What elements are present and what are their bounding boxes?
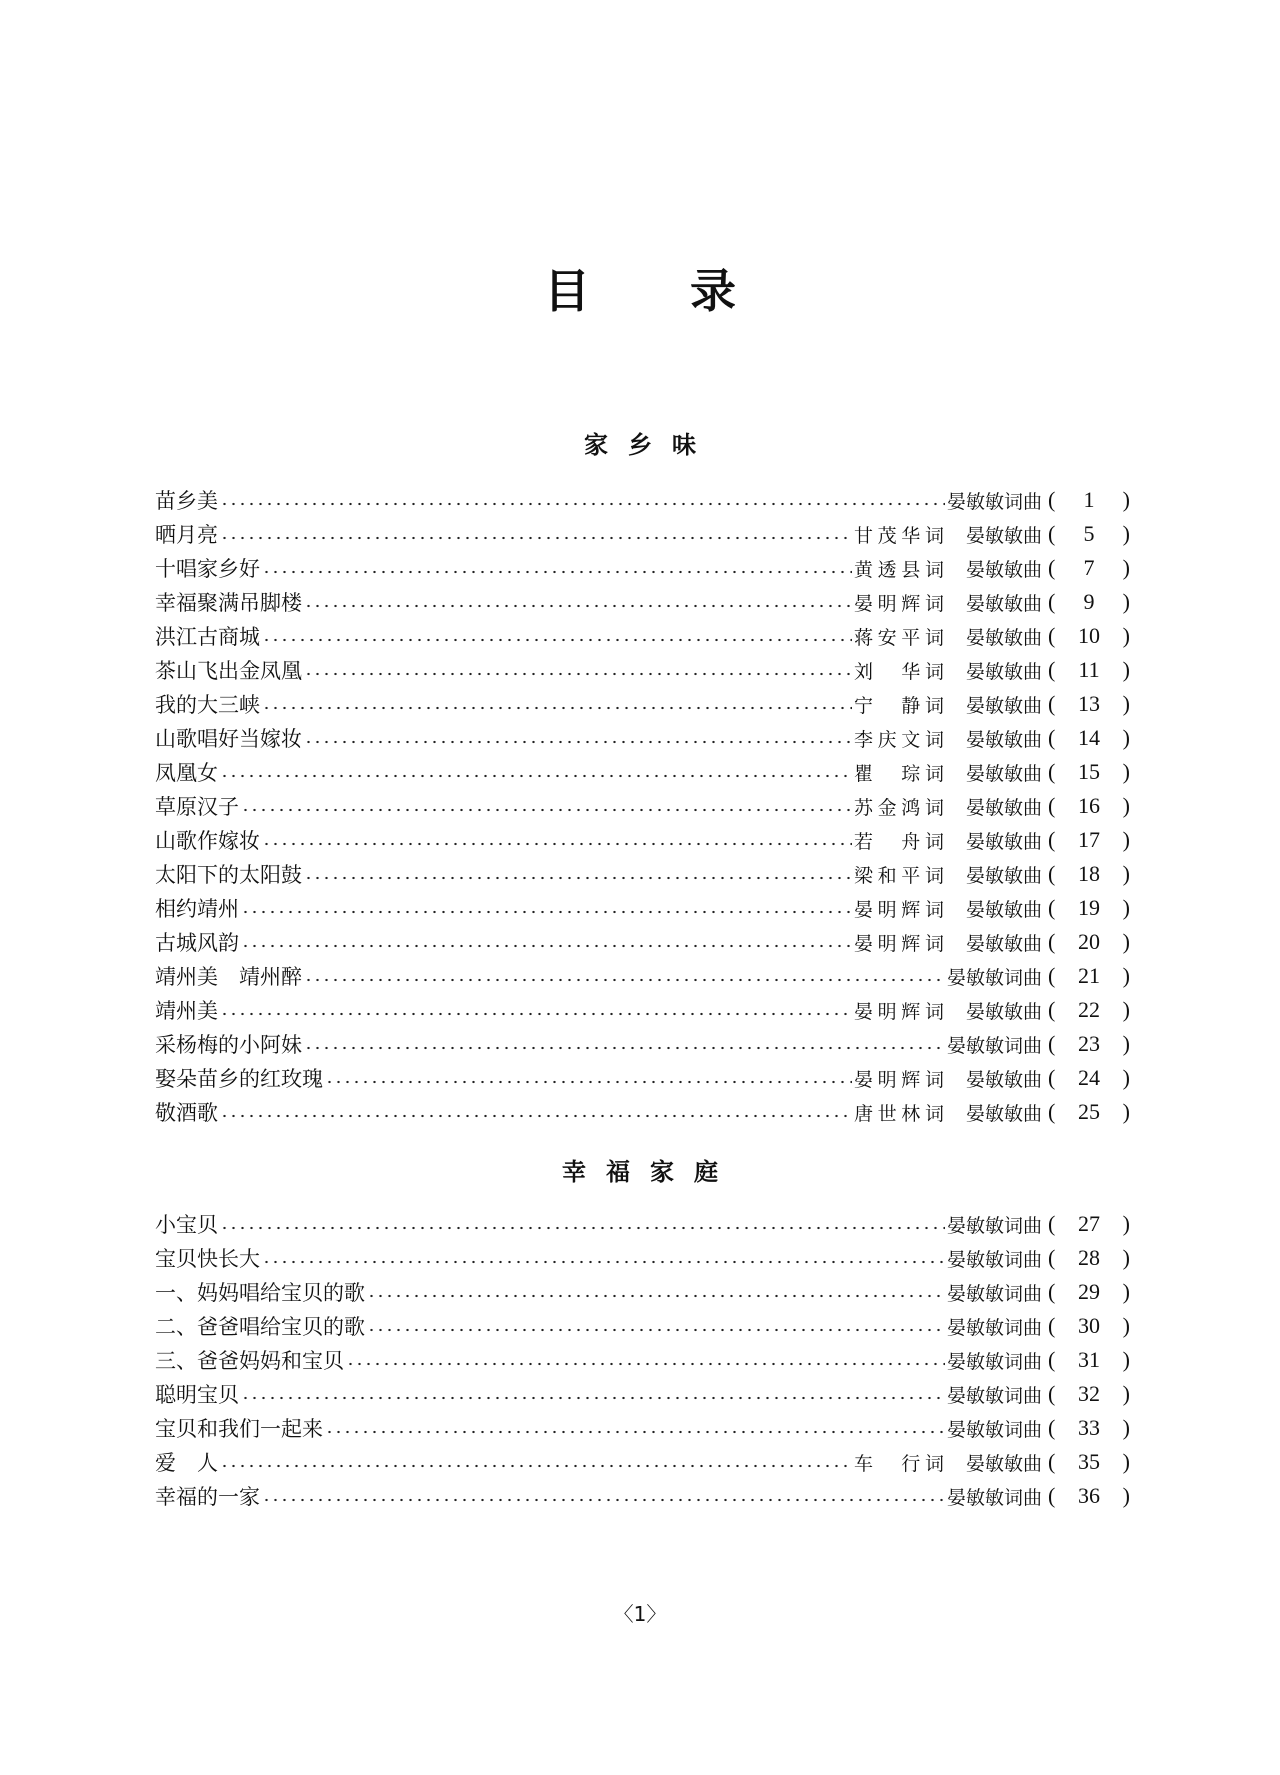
composer: 晏敏敏曲 xyxy=(965,1102,1042,1125)
toc-entry-credit xyxy=(854,657,1042,684)
toc-entry-title: 靖州美 靖州醉 xyxy=(155,965,302,989)
toc-entry-title: 古城风韵 xyxy=(155,931,239,955)
composer: 晏敏敏词曲 xyxy=(946,1316,1042,1339)
toc-entry-credit xyxy=(947,487,1042,514)
composer: 晏敏敏词曲 xyxy=(946,1034,1042,1057)
paren-close: ) xyxy=(1122,861,1130,886)
section-title-xingfujiating xyxy=(0,1152,1280,1187)
dot-leader xyxy=(304,604,852,608)
toc-entry-title: 洪江古商城 xyxy=(155,625,260,649)
toc-entry-page xyxy=(1048,1211,1130,1237)
toc-entry[interactable] xyxy=(155,959,1130,993)
toc-entry-title: 采杨梅的小阿妹 xyxy=(155,1033,302,1057)
dot-leader xyxy=(241,944,852,948)
composer: 晏敏敏曲 xyxy=(965,762,1042,785)
toc-entry-title: 凤凰女 xyxy=(155,761,218,785)
toc-entry-title: 二、爸爸唱给宝贝的歌 xyxy=(155,1315,365,1339)
composer: 晏敏敏曲 xyxy=(965,524,1042,547)
toc-entry-page xyxy=(1048,487,1130,513)
toc-entry-page xyxy=(1048,963,1130,989)
page-num: 14 xyxy=(1078,725,1100,750)
page-title-char: 目 xyxy=(544,264,590,318)
composer: 晏敏敏曲 xyxy=(965,728,1042,751)
paren-close: ) xyxy=(1122,1449,1130,1474)
paren-close: ) xyxy=(1122,589,1130,614)
toc-entry[interactable] xyxy=(155,1309,1130,1343)
dot-leader xyxy=(262,842,852,846)
toc-entry[interactable] xyxy=(155,789,1130,823)
section-title-char: 庭 xyxy=(694,1158,718,1186)
paren-open: ( xyxy=(1048,589,1056,614)
toc-entry-page xyxy=(1048,929,1130,955)
paren-close: ) xyxy=(1122,1415,1130,1440)
dot-leader xyxy=(304,672,852,676)
toc-entry[interactable] xyxy=(155,993,1130,1027)
composer: 晏敏敏词曲 xyxy=(946,1418,1042,1441)
toc-list-section-2 xyxy=(155,1207,1130,1513)
section-title-char: 福 xyxy=(606,1158,630,1186)
composer: 晏敏敏曲 xyxy=(965,932,1042,955)
lyricist: 黄透县词 xyxy=(853,558,944,581)
paren-open: ( xyxy=(1048,793,1056,818)
paren-close: ) xyxy=(1122,1211,1130,1236)
page-num: 10 xyxy=(1078,623,1100,648)
page-num: 23 xyxy=(1078,1031,1100,1056)
toc-entry-page xyxy=(1048,1483,1130,1509)
dot-leader xyxy=(220,502,945,506)
paren-close: ) xyxy=(1122,487,1130,512)
toc-entry-credit xyxy=(947,1245,1042,1272)
toc-entry[interactable] xyxy=(155,1343,1130,1377)
toc-entry[interactable] xyxy=(155,1241,1130,1275)
toc-entry-page xyxy=(1048,1099,1130,1125)
composer: 晏敏敏曲 xyxy=(965,592,1042,615)
toc-entry[interactable] xyxy=(155,687,1130,721)
toc-entry[interactable] xyxy=(155,1061,1130,1095)
toc-entry[interactable] xyxy=(155,1027,1130,1061)
paren-open: ( xyxy=(1048,623,1056,648)
toc-entry-credit xyxy=(854,691,1042,718)
toc-entry-title: 我的大三峡 xyxy=(155,693,260,717)
paren-close: ) xyxy=(1122,827,1130,852)
lyricist: 刘 华词 xyxy=(853,660,944,683)
toc-entry[interactable] xyxy=(155,1377,1130,1411)
toc-entry[interactable] xyxy=(155,1445,1130,1479)
paren-close: ) xyxy=(1122,793,1130,818)
paren-open: ( xyxy=(1048,895,1056,920)
toc-entry[interactable] xyxy=(155,1207,1130,1241)
composer: 晏敏敏曲 xyxy=(965,660,1042,683)
section-title-char: 乡 xyxy=(628,431,652,459)
dot-leader xyxy=(262,638,852,642)
paren-open: ( xyxy=(1048,1347,1056,1372)
dot-leader xyxy=(241,910,852,914)
toc-entry-page xyxy=(1048,1245,1130,1271)
toc-entry[interactable] xyxy=(155,721,1130,755)
lyricist: 晏明辉词 xyxy=(853,898,944,921)
paren-close: ) xyxy=(1122,1279,1130,1304)
toc-entry-credit xyxy=(854,929,1042,956)
page-num: 22 xyxy=(1078,997,1100,1022)
toc-entry-title: 山歌作嫁妆 xyxy=(155,829,260,853)
paren-close: ) xyxy=(1122,555,1130,580)
toc-entry-title: 宝贝快长大 xyxy=(155,1247,260,1271)
paren-close: ) xyxy=(1122,929,1130,954)
toc-entry-title: 靖州美 xyxy=(155,999,218,1023)
paren-open: ( xyxy=(1048,1313,1056,1338)
section-title-char: 味 xyxy=(672,431,696,459)
paren-close: ) xyxy=(1122,1347,1130,1372)
lyricist: 晏明辉词 xyxy=(853,932,944,955)
dot-leader xyxy=(241,1396,945,1400)
toc-entry-title: 一、妈妈唱给宝贝的歌 xyxy=(155,1281,365,1305)
paren-close: ) xyxy=(1122,1099,1130,1124)
toc-entry-credit xyxy=(854,793,1042,820)
toc-entry-page xyxy=(1048,1449,1130,1475)
page-num: 15 xyxy=(1078,759,1100,784)
toc-entry-credit xyxy=(947,1313,1042,1340)
dot-leader xyxy=(325,1080,852,1084)
toc-entry-credit xyxy=(947,1415,1042,1442)
paren-open: ( xyxy=(1048,963,1056,988)
page-num: 11 xyxy=(1078,657,1100,682)
toc-entry-credit xyxy=(854,827,1042,854)
toc-entry[interactable] xyxy=(155,1095,1130,1129)
toc-entry-credit xyxy=(947,1347,1042,1374)
toc-entry-title: 三、爸爸妈妈和宝贝 xyxy=(155,1349,344,1373)
toc-entry[interactable] xyxy=(155,585,1130,619)
toc-entry-page xyxy=(1048,657,1130,683)
page-number: 〈1〉 xyxy=(613,1602,667,1626)
composer: 晏敏敏曲 xyxy=(965,694,1042,717)
toc-entry-title: 聪明宝贝 xyxy=(155,1383,239,1407)
paren-close: ) xyxy=(1122,623,1130,648)
paren-close: ) xyxy=(1122,657,1130,682)
toc-entry[interactable] xyxy=(155,653,1130,687)
toc-entry-credit xyxy=(854,589,1042,616)
toc-entry-page xyxy=(1048,725,1130,751)
paren-open: ( xyxy=(1048,827,1056,852)
composer: 晏敏敏词曲 xyxy=(946,966,1042,989)
lyricist: 宁 静词 xyxy=(853,694,944,717)
composer: 晏敏敏词曲 xyxy=(946,1384,1042,1407)
toc-entry-credit xyxy=(854,997,1042,1024)
page-num: 5 xyxy=(1083,521,1095,546)
toc-entry-title: 晒月亮 xyxy=(155,523,218,547)
paren-open: ( xyxy=(1048,1279,1056,1304)
composer: 晏敏敏曲 xyxy=(965,796,1042,819)
toc-entry-title: 敬酒歌 xyxy=(155,1101,218,1125)
paren-close: ) xyxy=(1122,1381,1130,1406)
toc-entry-title: 苗乡美 xyxy=(155,489,218,513)
composer: 晏敏敏词曲 xyxy=(946,1282,1042,1305)
paren-open: ( xyxy=(1048,691,1056,716)
page-num: 18 xyxy=(1078,861,1100,886)
paren-open: ( xyxy=(1048,555,1056,580)
lyricist: 晏明辉词 xyxy=(853,592,944,615)
paren-open: ( xyxy=(1048,487,1056,512)
toc-entry-title: 幸福的一家 xyxy=(155,1485,260,1509)
page-num: 24 xyxy=(1078,1065,1100,1090)
dot-leader xyxy=(325,1430,945,1434)
toc-entry-credit xyxy=(947,1483,1042,1510)
toc-entry-page xyxy=(1048,1279,1130,1305)
toc-entry-title: 爱 人 xyxy=(155,1451,218,1475)
page-num: 33 xyxy=(1078,1415,1100,1440)
page-num: 36 xyxy=(1078,1483,1100,1508)
dot-leader xyxy=(262,570,852,574)
composer: 晏敏敏曲 xyxy=(965,1000,1042,1023)
dot-leader xyxy=(220,1464,852,1468)
toc-entry-page xyxy=(1048,1381,1130,1407)
toc-entry-credit xyxy=(854,895,1042,922)
paren-close: ) xyxy=(1122,759,1130,784)
composer: 晏敏敏词曲 xyxy=(946,1214,1042,1237)
paren-open: ( xyxy=(1048,861,1056,886)
page-num: 9 xyxy=(1083,589,1095,614)
composer: 晏敏敏词曲 xyxy=(946,490,1042,513)
toc-entry-credit xyxy=(854,521,1042,548)
composer: 晏敏敏曲 xyxy=(965,626,1042,649)
composer: 晏敏敏曲 xyxy=(965,1452,1042,1475)
toc-entry[interactable] xyxy=(155,1479,1130,1513)
toc-entry[interactable] xyxy=(155,619,1130,653)
toc-entry-title: 太阳下的太阳鼓 xyxy=(155,863,302,887)
dot-leader xyxy=(304,1046,945,1050)
toc-entry-page xyxy=(1048,759,1130,785)
toc-entry-credit xyxy=(854,725,1042,752)
toc-entry-page xyxy=(1048,861,1130,887)
toc-entry-page xyxy=(1048,589,1130,615)
dot-leader xyxy=(220,1226,945,1230)
dot-leader xyxy=(304,740,852,744)
section-title-char: 家 xyxy=(584,431,608,459)
toc-entry[interactable] xyxy=(155,891,1130,925)
section-title-char: 家 xyxy=(650,1158,674,1186)
toc-entry[interactable] xyxy=(155,857,1130,891)
paren-open: ( xyxy=(1048,929,1056,954)
toc-entry-credit xyxy=(854,555,1042,582)
lyricist: 甘茂华词 xyxy=(853,524,944,547)
toc-entry[interactable] xyxy=(155,517,1130,551)
paren-close: ) xyxy=(1122,1065,1130,1090)
paren-close: ) xyxy=(1122,1031,1130,1056)
toc-entry-title: 幸福聚满吊脚楼 xyxy=(155,591,302,615)
page-num: 13 xyxy=(1078,691,1100,716)
toc-entry[interactable] xyxy=(155,1411,1130,1445)
dot-leader xyxy=(220,774,852,778)
paren-open: ( xyxy=(1048,1031,1056,1056)
dot-leader xyxy=(367,1294,945,1298)
paren-close: ) xyxy=(1122,521,1130,546)
dot-leader xyxy=(262,1498,945,1502)
toc-entry-page xyxy=(1048,1031,1130,1057)
toc-entry-page xyxy=(1048,1415,1130,1441)
toc-entry-page xyxy=(1048,997,1130,1023)
toc-entry[interactable] xyxy=(155,483,1130,517)
page-title-char: 录 xyxy=(690,264,736,318)
toc-entry-title: 茶山飞出金凤凰 xyxy=(155,659,302,683)
page-title xyxy=(0,255,1280,321)
toc-entry-title: 娶朵苗乡的红玫瑰 xyxy=(155,1067,323,1091)
toc-entry-title: 山歌唱好当嫁妆 xyxy=(155,727,302,751)
toc-entry-page xyxy=(1048,1347,1130,1373)
toc-entry-credit xyxy=(947,1031,1042,1058)
page-num: 19 xyxy=(1078,895,1100,920)
dot-leader xyxy=(367,1328,945,1332)
toc-list-section-1 xyxy=(155,483,1130,1129)
paren-close: ) xyxy=(1122,691,1130,716)
lyricist: 若 舟词 xyxy=(853,830,944,853)
lyricist: 梁和平词 xyxy=(853,864,944,887)
toc-entry[interactable] xyxy=(155,755,1130,789)
lyricist: 瞿 琮词 xyxy=(853,762,944,785)
toc-entry-page xyxy=(1048,895,1130,921)
toc-entry-page xyxy=(1048,691,1130,717)
toc-entry-page xyxy=(1048,521,1130,547)
section-title-jiaxiangwei xyxy=(0,425,1280,460)
toc-entry-page xyxy=(1048,1065,1130,1091)
paren-close: ) xyxy=(1122,1483,1130,1508)
toc-entry-page xyxy=(1048,827,1130,853)
paren-close: ) xyxy=(1122,725,1130,750)
toc-entry[interactable] xyxy=(155,1275,1130,1309)
lyricist: 晏明辉词 xyxy=(853,1000,944,1023)
paren-open: ( xyxy=(1048,521,1056,546)
page-num: 32 xyxy=(1078,1381,1100,1406)
toc-entry[interactable] xyxy=(155,823,1130,857)
page-num: 31 xyxy=(1078,1347,1100,1372)
toc-entry-credit xyxy=(854,1449,1042,1476)
composer: 晏敏敏曲 xyxy=(965,830,1042,853)
toc-entry-page xyxy=(1048,793,1130,819)
paren-open: ( xyxy=(1048,1381,1056,1406)
toc-entry-title: 草原汉子 xyxy=(155,795,239,819)
composer: 晏敏敏曲 xyxy=(965,898,1042,921)
paren-close: ) xyxy=(1122,1313,1130,1338)
page-num: 1 xyxy=(1083,487,1095,512)
toc-entry-title: 十唱家乡好 xyxy=(155,557,260,581)
composer: 晏敏敏词曲 xyxy=(946,1486,1042,1509)
dot-leader xyxy=(241,808,852,812)
lyricist: 苏金鸿词 xyxy=(853,796,944,819)
toc-entry-credit xyxy=(854,861,1042,888)
toc-entry-credit xyxy=(854,1065,1042,1092)
dot-leader xyxy=(220,1012,852,1016)
toc-entry-credit xyxy=(947,1279,1042,1306)
paren-open: ( xyxy=(1048,1065,1056,1090)
toc-entry-credit xyxy=(947,1211,1042,1238)
lyricist: 车 行词 xyxy=(853,1452,944,1475)
toc-entry-page xyxy=(1048,555,1130,581)
paren-open: ( xyxy=(1048,1483,1056,1508)
toc-entry-page xyxy=(1048,623,1130,649)
toc-entry-credit xyxy=(854,623,1042,650)
page-num: 7 xyxy=(1083,555,1095,580)
page-num: 25 xyxy=(1078,1099,1100,1124)
paren-close: ) xyxy=(1122,997,1130,1022)
page-num: 29 xyxy=(1078,1279,1100,1304)
page-num: 35 xyxy=(1078,1449,1100,1474)
paren-open: ( xyxy=(1048,1099,1056,1124)
paren-open: ( xyxy=(1048,657,1056,682)
composer: 晏敏敏词曲 xyxy=(946,1248,1042,1271)
toc-entry-credit xyxy=(854,1099,1042,1126)
composer: 晏敏敏曲 xyxy=(965,1068,1042,1091)
toc-entry-title: 相约靖州 xyxy=(155,897,239,921)
paren-open: ( xyxy=(1048,1449,1056,1474)
lyricist: 唐世林词 xyxy=(853,1102,944,1125)
lyricist: 晏明辉词 xyxy=(853,1068,944,1091)
dot-leader xyxy=(262,706,852,710)
toc-entry[interactable] xyxy=(155,551,1130,585)
lyricist: 李庆文词 xyxy=(853,728,944,751)
dot-leader xyxy=(262,1260,945,1264)
lyricist: 蒋安平词 xyxy=(853,626,944,649)
toc-entry-credit xyxy=(854,759,1042,786)
composer: 晏敏敏词曲 xyxy=(946,1350,1042,1373)
toc-entry-page xyxy=(1048,1313,1130,1339)
paren-open: ( xyxy=(1048,997,1056,1022)
dot-leader xyxy=(304,978,945,982)
toc-entry-title: 宝贝和我们一起来 xyxy=(155,1417,323,1441)
paren-close: ) xyxy=(1122,895,1130,920)
page-num: 17 xyxy=(1078,827,1100,852)
toc-entry[interactable] xyxy=(155,925,1130,959)
toc-entry-credit xyxy=(947,1381,1042,1408)
paren-open: ( xyxy=(1048,1415,1056,1440)
paren-close: ) xyxy=(1122,1245,1130,1270)
paren-close: ) xyxy=(1122,963,1130,988)
paren-open: ( xyxy=(1048,1245,1056,1270)
page-num: 28 xyxy=(1078,1245,1100,1270)
dot-leader xyxy=(304,876,852,880)
toc-entry-credit xyxy=(947,963,1042,990)
section-title-char: 幸 xyxy=(562,1158,586,1186)
dot-leader xyxy=(346,1362,945,1366)
page-num: 30 xyxy=(1078,1313,1100,1338)
toc-entry-title: 小宝贝 xyxy=(155,1213,218,1237)
composer: 晏敏敏曲 xyxy=(965,864,1042,887)
page-num: 27 xyxy=(1078,1211,1100,1236)
dot-leader xyxy=(220,1114,852,1118)
composer: 晏敏敏曲 xyxy=(965,558,1042,581)
paren-open: ( xyxy=(1048,759,1056,784)
page-num: 21 xyxy=(1078,963,1100,988)
page-num: 20 xyxy=(1078,929,1100,954)
dot-leader xyxy=(220,536,852,540)
page-num: 16 xyxy=(1078,793,1100,818)
paren-open: ( xyxy=(1048,1211,1056,1236)
paren-open: ( xyxy=(1048,725,1056,750)
